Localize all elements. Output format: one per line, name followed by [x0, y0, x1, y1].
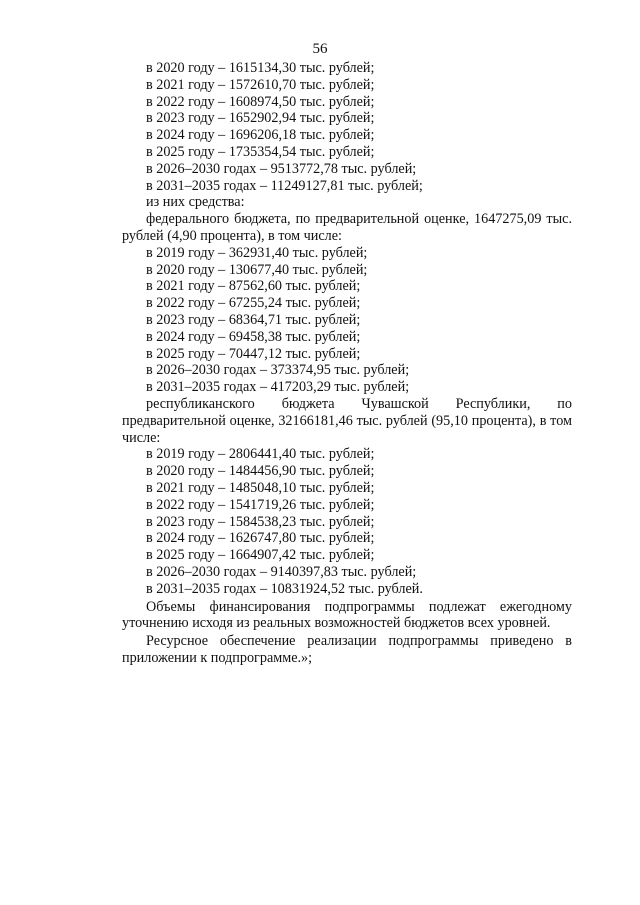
republic-line-2020: в 2020 году – 1484456,90 тыс. рублей;: [146, 463, 375, 480]
republic-line-2023: в 2023 году – 1584538,23 тыс. рублей;: [146, 513, 375, 530]
federal-line-2023: в 2023 году – 68364,71 тыс. рублей;: [146, 311, 361, 328]
republic-line-2019: в 2019 году – 2806441,40 тыс. рублей;: [146, 446, 375, 463]
total-line-2031-2035: в 2031–2035 годах – 11249127,81 тыс. рублей;: [146, 177, 423, 194]
federal-line-2031-2035: в 2031–2035 годах – 417203,29 тыс. рублей;: [146, 379, 410, 396]
federal-line-2019: в 2019 году – 362931,40 тыс. рублей;: [146, 244, 368, 261]
page-number: 56: [312, 41, 328, 57]
federal-line-2025: в 2025 году – 70447,12 тыс. рублей;: [146, 345, 361, 362]
republic-line-2021: в 2021 году – 1485048,10 тыс. рублей;: [146, 479, 375, 496]
federal-line-2024: в 2024 году – 69458,38 тыс. рублей;: [146, 328, 361, 345]
federal-budget-paragraph: федерального бюджета, по предварительной оценке, 1647275,09 тыс. рублей (4,90 процента), в том числе:: [122, 211, 572, 244]
republic-line-2026-2030: в 2026–2030 годах – 9140397,83 тыс. рублей;: [146, 563, 417, 580]
republic-line-2024: в 2024 году – 1626747,80 тыс. рублей;: [146, 530, 375, 547]
total-line-2021: в 2021 году – 1572610,70 тыс. рублей;: [146, 76, 375, 93]
total-line-2025: в 2025 году – 1735354,54 тыс. рублей;: [146, 143, 375, 160]
federal-line-2020: в 2020 году – 130677,40 тыс. рублей;: [146, 261, 368, 278]
republic-line-2025: в 2025 году – 1664907,42 тыс. рублей;: [146, 547, 375, 564]
federal-line-2021: в 2021 году – 87562,60 тыс. рублей;: [146, 278, 361, 295]
funds-intro-line: из них средства:: [146, 194, 245, 211]
republic-line-2031-2035: в 2031–2035 годах – 10831924,52 тыс. рублей.: [146, 580, 423, 597]
resource-provision-paragraph: Ресурсное обеспечение реализации подпрограммы приведено в приложении к подпрограмме.»;: [122, 633, 572, 666]
total-line-2022: в 2022 году – 1608974,50 тыс. рублей;: [146, 93, 375, 110]
republic-budget-paragraph: республиканского бюджета Чувашской Республики, по предварительной оценке, 32166181,46 тыс. рублей (95,10 процента), в том числе:: [122, 395, 572, 446]
federal-line-2022: в 2022 году – 67255,24 тыс. рублей;: [146, 295, 361, 312]
total-line-2024: в 2024 году – 1696206,18 тыс. рублей;: [146, 127, 375, 144]
republic-line-2022: в 2022 году – 1541719,26 тыс. рублей;: [146, 496, 375, 513]
total-line-2023: в 2023 году – 1652902,94 тыс. рублей;: [146, 110, 375, 127]
document-body: [122, 60, 572, 667]
federal-line-2026-2030: в 2026–2030 годах – 373374,95 тыс. рублей;: [146, 362, 410, 379]
total-line-2020: в 2020 году – 1615134,30 тыс. рублей;: [146, 60, 375, 76]
total-line-2026-2030: в 2026–2030 годах – 9513772,78 тыс. рублей;: [146, 160, 417, 177]
financing-volumes-paragraph: Объемы финансирования подпрограммы подлежат ежегодному уточнению исходя из реальных возможностей бюджетов всех уровней.: [122, 598, 572, 632]
